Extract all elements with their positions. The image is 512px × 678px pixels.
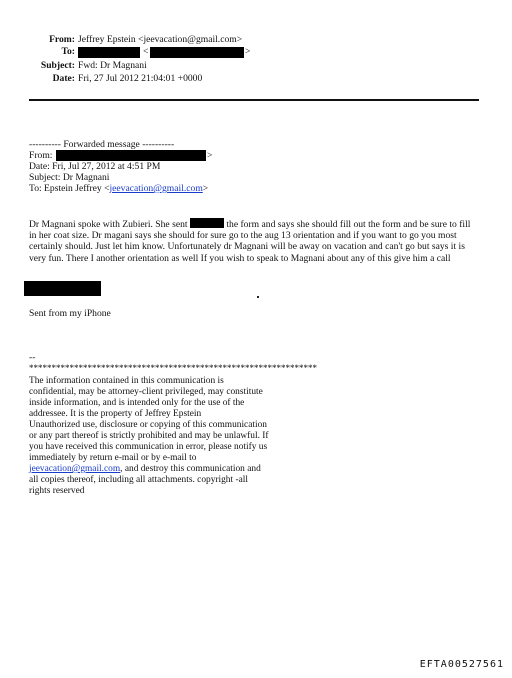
header-divider [29,99,479,101]
date-value: Fri, 27 Jul 2012 21:04:01 +0000 [78,73,203,84]
disclaimer-email-link[interactable]: jeevacation@gmail.com [29,464,121,474]
redaction-to-email [150,47,244,58]
fwd-from-gt: > [207,150,213,161]
forwarded-banner: ---------- Forwarded message ---------- [29,139,175,150]
fwd-subject: Subject: Dr Magnani [29,172,110,183]
disclaimer-text [29,376,269,497]
signature-dashes: -- [29,352,36,363]
fwd-date: Date: Fri, Jul 27, 2012 at 4:51 PM [29,161,161,172]
date-label: Date: [52,73,75,84]
redaction-signature [24,281,101,296]
disclaimer-text2: Unauthorized use, disclosure or copying of this communication or any part thereof is strictly prohibited and may be unlawful. If you have received this communication in error, please notify us immediately by return e-mail or by e-mail to [29,420,269,463]
message-body [29,218,479,264]
message-part1: Dr Magnani spoke with Zubieri. She sent [29,219,188,230]
from-value: Jeffrey Epstein <jeevacation@gmail.com> [78,34,243,45]
sent-from: Sent from my iPhone [29,308,111,319]
fwd-to-prefix: To: Epstein Jeffrey < [29,183,110,194]
from-label: From: [49,34,75,45]
stars-divider: **************************************************************** [29,363,317,373]
redaction-fwd-from [56,150,206,161]
stray-mark [257,296,259,298]
subject-label: Subject: [40,60,75,71]
fwd-from-label: From: [29,150,53,161]
to-label: To: [61,46,75,57]
fwd-to [29,183,208,194]
to-lt: < [143,46,149,57]
subject-value: Fwd: Dr Magnani [78,60,147,71]
fwd-to-suffix: > [202,183,209,194]
disclaimer-para1: The information contained in this communication is confidential, may be attorney-client privileged, may constitute inside information, and is intended only for the use of the addressee. It is the property of Jeffrey Epstein [29,376,263,419]
to-gt: > [245,46,251,57]
redaction-to-name [78,47,140,58]
fwd-to-email-link[interactable]: jeevacation@gmail.com [109,183,203,194]
disclaimer-text3: , and destroy this communication and all copies thereof, including all attachments. copyright -all rights reserved [29,464,261,496]
message-part2: the form and says she should fill out the form and be sure to fill in her coat size. Dr magani says she should for sure go to the aug 13 orientation and if you want to go you most certainly should. Just let him know. Unfortunately dr Magnani will be away on vacation and can't go but says it is very fun. There I another orientation as well If you wish to speak to Magnani about any of this give him a call [29,219,471,264]
redaction-inline [190,218,224,228]
disclaimer-para2 [29,420,269,497]
bates-number: EFTA00527561 [419,659,504,670]
